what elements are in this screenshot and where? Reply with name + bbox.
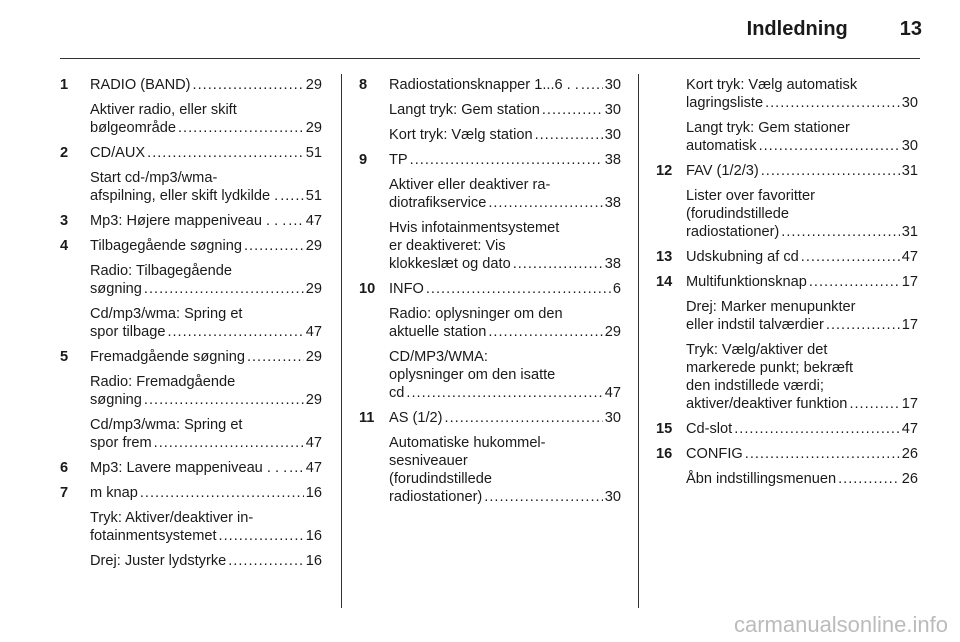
entry-page-ref[interactable]: 47 bbox=[901, 421, 918, 437]
index-entry bbox=[359, 151, 621, 169]
entry-page-ref[interactable]: 47 bbox=[901, 249, 918, 265]
dot-leader bbox=[801, 248, 900, 266]
entry-line bbox=[359, 488, 621, 506]
entry-line bbox=[60, 101, 322, 119]
entry-line bbox=[359, 76, 621, 94]
entry-text: diotrafikservice bbox=[389, 195, 487, 211]
entry-line bbox=[60, 552, 322, 570]
entry-text: CD/AUX bbox=[90, 145, 146, 161]
index-entry bbox=[60, 459, 322, 477]
entry-text: Drej: Marker menupunkter bbox=[686, 299, 856, 315]
dot-leader bbox=[219, 527, 304, 545]
entry-text: radiostationer) bbox=[389, 489, 483, 505]
entry-page-ref[interactable]: 26 bbox=[901, 471, 918, 487]
entry-line bbox=[359, 305, 621, 323]
entry-text: Multifunktionsknap bbox=[686, 274, 807, 290]
dot-leader bbox=[542, 101, 603, 119]
entry-line bbox=[656, 205, 918, 223]
entry-line bbox=[60, 416, 322, 434]
entry-text: Tryk: Aktiver/deaktiver in- bbox=[90, 510, 254, 526]
entry-text: CD/MP3/WMA: bbox=[389, 349, 488, 365]
dot-leader bbox=[167, 323, 303, 341]
entry-text: fotainmentsystemet bbox=[90, 528, 217, 544]
entry-line bbox=[60, 391, 322, 409]
entry-page-ref[interactable]: 30 bbox=[604, 489, 621, 505]
entry-text: Aktiver radio, eller skift bbox=[90, 102, 237, 118]
dot-leader bbox=[484, 488, 602, 506]
entry-text: lagringsliste bbox=[686, 95, 764, 111]
entry-text: Cd-slot bbox=[686, 421, 733, 437]
entry-page-ref[interactable]: 47 bbox=[305, 213, 322, 229]
entry-page-ref[interactable]: 29 bbox=[305, 120, 322, 136]
entry-line bbox=[656, 223, 918, 241]
entry-text: Cd/mp3/wma: Spring et bbox=[90, 417, 243, 433]
entry-text: RADIO (BAND) bbox=[90, 77, 191, 93]
index-column-3 bbox=[656, 76, 918, 495]
index-entry bbox=[60, 416, 322, 452]
entry-page-ref[interactable]: 16 bbox=[305, 553, 322, 569]
entry-line bbox=[60, 187, 322, 205]
dot-leader bbox=[734, 420, 900, 438]
index-entry bbox=[60, 509, 322, 545]
entry-text: Tryk: Vælg/aktiver det bbox=[686, 342, 828, 358]
entry-line bbox=[656, 395, 918, 413]
dot-leader bbox=[144, 391, 304, 409]
entry-line bbox=[359, 194, 621, 212]
entry-text: spor tilbage bbox=[90, 324, 166, 340]
entry-number: 3 bbox=[60, 213, 69, 229]
index-column-1 bbox=[60, 76, 322, 577]
entry-page-ref[interactable]: 31 bbox=[901, 224, 918, 240]
entry-page-ref[interactable]: 47 bbox=[604, 385, 621, 401]
dot-leader bbox=[488, 194, 602, 212]
entry-number: 7 bbox=[60, 485, 69, 501]
entry-text: TP bbox=[389, 152, 408, 168]
entry-text: afspilning, eller skift lydkilde . bbox=[90, 188, 279, 204]
entry-page-ref[interactable]: 29 bbox=[305, 349, 322, 365]
entry-line bbox=[60, 484, 322, 502]
index-entry bbox=[656, 445, 918, 463]
entry-text: Udskubning af cd bbox=[686, 249, 799, 265]
entry-page-ref[interactable]: 30 bbox=[604, 127, 621, 143]
entry-number: 2 bbox=[60, 145, 69, 161]
entry-page-ref[interactable]: 51 bbox=[305, 145, 322, 161]
entry-text: spor frem bbox=[90, 435, 152, 451]
index-entry bbox=[656, 119, 918, 155]
header-rule bbox=[60, 58, 920, 59]
page-title: Indledning bbox=[746, 18, 848, 40]
dot-leader bbox=[513, 255, 603, 273]
entry-text: søgning bbox=[90, 392, 142, 408]
entry-line bbox=[60, 144, 322, 162]
entry-text: Automatiske hukommel- bbox=[389, 435, 546, 451]
entry-text: (forudindstillede bbox=[389, 471, 493, 487]
entry-page-ref[interactable]: 38 bbox=[604, 195, 621, 211]
dot-leader bbox=[581, 76, 603, 94]
entry-text: eller indstil talværdier bbox=[686, 317, 824, 333]
dot-leader bbox=[781, 223, 899, 241]
column-divider bbox=[341, 74, 342, 608]
entry-text: markerede punkt; bekræft bbox=[686, 360, 854, 376]
dot-leader bbox=[144, 280, 304, 298]
index-entry bbox=[359, 76, 621, 94]
entry-page-ref[interactable]: 29 bbox=[305, 281, 322, 297]
entry-page-ref[interactable]: 16 bbox=[305, 528, 322, 544]
entry-text: søgning bbox=[90, 281, 142, 297]
entry-line bbox=[60, 348, 322, 366]
entry-line bbox=[60, 373, 322, 391]
entry-number: 4 bbox=[60, 238, 69, 254]
dot-leader bbox=[745, 445, 900, 463]
page-number: 13 bbox=[899, 18, 922, 40]
entry-number: 16 bbox=[656, 446, 673, 462]
dot-leader bbox=[761, 162, 900, 180]
index-entry bbox=[359, 305, 621, 341]
index-entry bbox=[359, 219, 621, 273]
entry-text: Hvis infotainmentsystemet bbox=[389, 220, 560, 236]
dot-leader bbox=[228, 552, 304, 570]
entry-text: klokkeslæt og dato bbox=[389, 256, 511, 272]
dot-leader bbox=[406, 384, 602, 402]
index-entry bbox=[656, 162, 918, 180]
dot-leader bbox=[826, 316, 900, 334]
dot-leader bbox=[244, 237, 304, 255]
entry-number: 11 bbox=[359, 410, 375, 426]
entry-page-ref[interactable]: 47 bbox=[305, 460, 322, 476]
entry-line bbox=[656, 137, 918, 155]
index-entry bbox=[656, 420, 918, 438]
entry-page-ref[interactable]: 30 bbox=[604, 77, 621, 93]
entry-page-ref[interactable]: 17 bbox=[901, 396, 918, 412]
index-entry bbox=[60, 305, 322, 341]
entry-text: INFO bbox=[389, 281, 424, 297]
index-entry bbox=[359, 126, 621, 144]
entry-line bbox=[656, 76, 918, 94]
entry-page-ref[interactable]: 38 bbox=[604, 256, 621, 272]
entry-line bbox=[359, 366, 621, 384]
entry-number: 12 bbox=[656, 163, 673, 179]
index-entry bbox=[359, 409, 621, 427]
entry-text: aktiver/deaktiver funktion bbox=[686, 396, 848, 412]
dot-leader bbox=[154, 434, 304, 452]
index-entry bbox=[60, 76, 322, 94]
entry-number: 9 bbox=[359, 152, 368, 168]
dot-leader bbox=[410, 151, 603, 169]
entry-page-ref[interactable]: 29 bbox=[305, 77, 322, 93]
entry-text: Radio: Tilbagegående bbox=[90, 263, 232, 279]
index-entry bbox=[60, 348, 322, 366]
entry-line bbox=[656, 187, 918, 205]
entry-text: Drej: Juster lydstyrke bbox=[90, 553, 227, 569]
entry-page-ref[interactable]: 47 bbox=[305, 435, 322, 451]
entry-number: 13 bbox=[656, 249, 673, 265]
entry-page-ref[interactable]: 31 bbox=[901, 163, 918, 179]
entry-page-ref[interactable]: 29 bbox=[305, 392, 322, 408]
entry-page-ref[interactable]: 6 bbox=[612, 281, 621, 297]
entry-line bbox=[656, 359, 918, 377]
dot-leader bbox=[445, 409, 603, 427]
entry-text: AS (1/2) bbox=[389, 410, 443, 426]
entry-text: aktuelle station bbox=[389, 324, 487, 340]
entry-line bbox=[60, 212, 322, 230]
entry-line bbox=[656, 273, 918, 291]
dot-leader bbox=[849, 395, 899, 413]
entry-line bbox=[656, 94, 918, 112]
entry-line bbox=[656, 162, 918, 180]
entry-line bbox=[359, 176, 621, 194]
entry-line bbox=[359, 126, 621, 144]
entry-page-ref[interactable]: 26 bbox=[901, 446, 918, 462]
index-entry bbox=[359, 348, 621, 402]
entry-line bbox=[359, 434, 621, 452]
entry-text: CONFIG bbox=[686, 446, 743, 462]
entry-number: 15 bbox=[656, 421, 673, 437]
entry-page-ref[interactable]: 30 bbox=[604, 410, 621, 426]
entry-text: Mp3: Lavere mappeniveau . . . bbox=[90, 460, 288, 476]
entry-page-ref[interactable]: 30 bbox=[604, 102, 621, 118]
entry-line bbox=[60, 459, 322, 477]
entry-number: 14 bbox=[656, 274, 673, 290]
entry-line bbox=[60, 262, 322, 280]
index-entry bbox=[60, 262, 322, 298]
entry-text: Kort tryk: Vælg station bbox=[389, 127, 533, 143]
entry-line bbox=[60, 76, 322, 94]
entry-line bbox=[359, 323, 621, 341]
index-entry bbox=[60, 237, 322, 255]
entry-text: er deaktiveret: Vis bbox=[389, 238, 506, 254]
entry-line bbox=[656, 470, 918, 488]
dot-leader bbox=[247, 348, 304, 366]
index-entry bbox=[359, 434, 621, 506]
index-entry bbox=[656, 248, 918, 266]
entry-page-ref[interactable]: 16 bbox=[305, 485, 322, 501]
entry-line bbox=[359, 255, 621, 273]
dot-leader bbox=[280, 187, 304, 205]
entry-line bbox=[359, 219, 621, 237]
entry-text: Cd/mp3/wma: Spring et bbox=[90, 306, 243, 322]
index-entry bbox=[359, 176, 621, 212]
watermark: carmanualsonline.info bbox=[733, 612, 948, 637]
entry-text: den indstillede værdi; bbox=[686, 378, 824, 394]
entry-number: 1 bbox=[60, 77, 69, 93]
entry-line bbox=[359, 384, 621, 402]
dot-leader bbox=[288, 212, 303, 230]
entry-text: oplysninger om den isatte bbox=[389, 367, 556, 383]
entry-line bbox=[60, 237, 322, 255]
entry-page-ref[interactable]: 17 bbox=[901, 317, 918, 333]
index-entry bbox=[656, 470, 918, 488]
entry-line bbox=[359, 237, 621, 255]
index-entry bbox=[60, 101, 322, 137]
entry-line bbox=[359, 348, 621, 366]
entry-line bbox=[656, 316, 918, 334]
dot-leader bbox=[426, 280, 611, 298]
entry-page-ref[interactable]: 51 bbox=[305, 188, 322, 204]
dot-leader bbox=[765, 94, 900, 112]
entry-text: Langt tryk: Gem stationer bbox=[686, 120, 850, 136]
entry-page-ref[interactable]: 38 bbox=[604, 152, 621, 168]
entry-page-ref[interactable]: 17 bbox=[901, 274, 918, 290]
entry-text: Åbn indstillingsmenuen bbox=[686, 471, 837, 487]
entry-text: Start cd-/mp3/wma- bbox=[90, 170, 218, 186]
dot-leader bbox=[809, 273, 900, 291]
entry-text: m knap bbox=[90, 485, 138, 501]
entry-text: Tilbagegående søgning bbox=[90, 238, 242, 254]
entry-text: Radio: oplysninger om den bbox=[389, 306, 563, 322]
entry-text: Mp3: Højere mappeniveau . . . bbox=[90, 213, 287, 229]
entry-line bbox=[656, 377, 918, 395]
page-header bbox=[747, 18, 922, 41]
entry-line bbox=[60, 305, 322, 323]
dot-leader bbox=[838, 470, 900, 488]
index-entry bbox=[60, 144, 322, 162]
entry-page-ref[interactable]: 30 bbox=[901, 95, 918, 111]
entry-line bbox=[656, 119, 918, 137]
index-entry bbox=[656, 298, 918, 334]
entry-line bbox=[656, 341, 918, 359]
entry-text: Radiostationsknapper 1...6 . . bbox=[389, 77, 579, 93]
entry-text: Kort tryk: Vælg automatisk bbox=[686, 77, 858, 93]
entry-page-ref[interactable]: 29 bbox=[604, 324, 621, 340]
entry-line bbox=[359, 151, 621, 169]
index-entry bbox=[359, 280, 621, 298]
entry-line bbox=[656, 445, 918, 463]
entry-line bbox=[60, 527, 322, 545]
entry-line bbox=[359, 280, 621, 298]
index-entry bbox=[656, 76, 918, 112]
entry-line bbox=[60, 280, 322, 298]
dot-leader bbox=[147, 144, 304, 162]
entry-line bbox=[656, 420, 918, 438]
entry-text: automatisk bbox=[686, 138, 757, 154]
entry-text: cd bbox=[389, 385, 405, 401]
index-entry bbox=[60, 484, 322, 502]
entry-line bbox=[359, 470, 621, 488]
dot-leader bbox=[759, 137, 900, 155]
index-entry bbox=[60, 169, 322, 205]
entry-page-ref[interactable]: 47 bbox=[305, 324, 322, 340]
dot-leader bbox=[488, 323, 602, 341]
dot-leader bbox=[535, 126, 603, 144]
index-entry bbox=[656, 187, 918, 241]
entry-number: 8 bbox=[359, 77, 368, 93]
dot-leader bbox=[289, 459, 304, 477]
entry-text: radiostationer) bbox=[686, 224, 780, 240]
entry-line bbox=[656, 298, 918, 316]
entry-line bbox=[60, 434, 322, 452]
index-entry bbox=[359, 101, 621, 119]
entry-text: FAV (1/2/3) bbox=[686, 163, 759, 179]
index-entry bbox=[60, 552, 322, 570]
entry-text: (forudindstillede bbox=[686, 206, 790, 222]
index-entry bbox=[656, 341, 918, 413]
index-column-2 bbox=[359, 76, 621, 513]
entry-text: Radio: Fremadgående bbox=[90, 374, 236, 390]
index-entry bbox=[60, 373, 322, 409]
entry-number: 5 bbox=[60, 349, 69, 365]
entry-page-ref[interactable]: 30 bbox=[901, 138, 918, 154]
entry-page-ref[interactable]: 29 bbox=[305, 238, 322, 254]
entry-line bbox=[60, 323, 322, 341]
entry-line bbox=[656, 248, 918, 266]
entry-line bbox=[60, 119, 322, 137]
entry-line bbox=[359, 409, 621, 427]
dot-leader bbox=[193, 76, 304, 94]
entry-line bbox=[359, 452, 621, 470]
entry-text: sesniveauer bbox=[389, 453, 468, 469]
entry-text: Aktiver eller deaktiver ra- bbox=[389, 177, 551, 193]
index-entry bbox=[60, 212, 322, 230]
entry-text: Fremadgående søgning bbox=[90, 349, 245, 365]
column-divider bbox=[638, 74, 639, 608]
entry-text: Langt tryk: Gem station bbox=[389, 102, 540, 118]
entry-number: 6 bbox=[60, 460, 69, 476]
entry-text: Lister over favoritter bbox=[686, 188, 815, 204]
entry-number: 10 bbox=[359, 281, 376, 297]
entry-text: bølgeområde bbox=[90, 120, 176, 136]
entry-line bbox=[359, 101, 621, 119]
dot-leader bbox=[178, 119, 304, 137]
dot-leader bbox=[140, 484, 304, 502]
entry-line bbox=[60, 169, 322, 187]
entry-line bbox=[60, 509, 322, 527]
index-entry bbox=[656, 273, 918, 291]
